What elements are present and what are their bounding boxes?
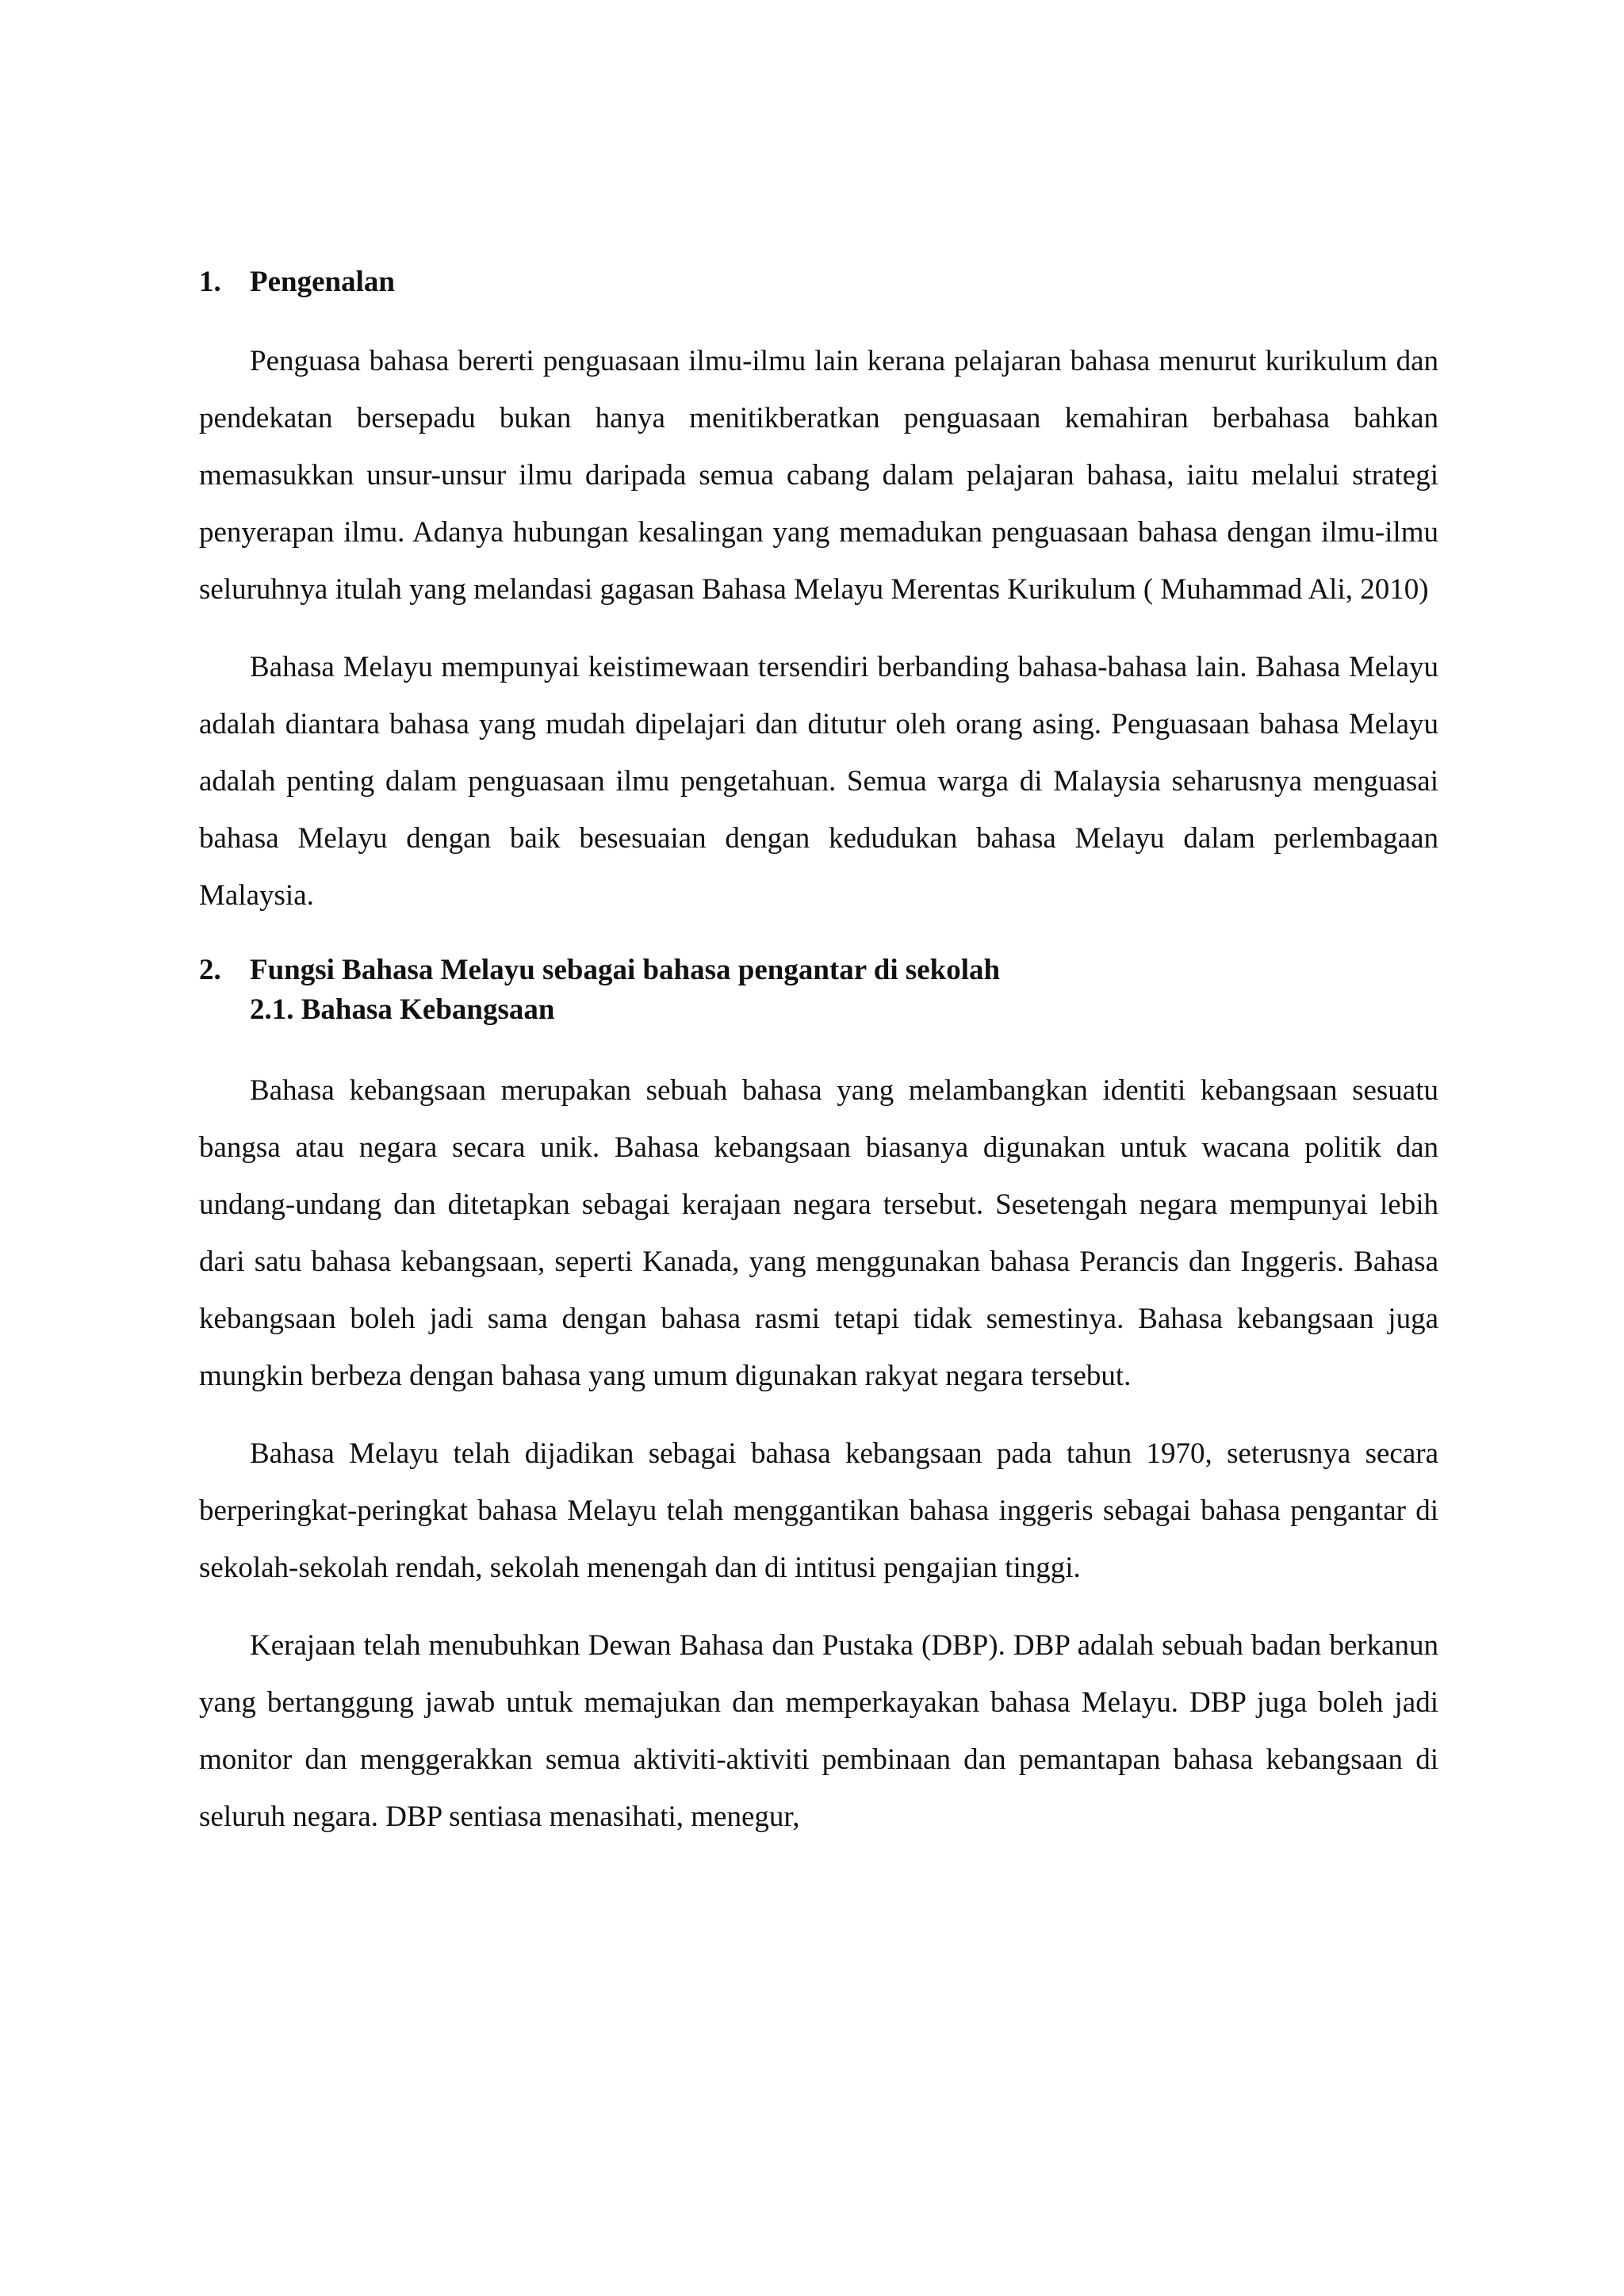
section-1-number: 1. bbox=[199, 266, 221, 298]
subsection-2-1-paragraph-1: Bahasa kebangsaan merupakan sebuah bahasa yang melambangkan identiti kebangsaan sesuatu bangsa atau negara secara unik. Bahasa kebangsaan biasanya digunakan untuk wacana politik dan undang-undang dan ditetapkan sebagai kerajaan negara tersebut. Sesetengah negara mempunyai lebih dari satu bahasa kebangsaan, seperti Kanada, yang menggunakan bahasa Perancis dan Inggeris. Bahasa kebangsaan boleh jadi sama dengan bahasa rasmi tetapi tidak semestinya. Bahasa kebangsaan juga mungkin berbeza dengan bahasa yang umum digunakan rakyat negara tersebut. bbox=[199, 1074, 1438, 1392]
subsection-2-1-paragraph-3: Kerajaan telah menubuhkan Dewan Bahasa dan Pustaka (DBP). DBP adalah sebuah badan berkanun yang bertanggung jawab untuk memajukan dan memperkayakan bahasa Melayu. DBP juga boleh jadi monitor dan menggerakkan semua aktiviti-aktiviti pembinaan dan pemantapan bahasa kebangsaan di seluruh negara. DBP sentiasa menasihati, menegur, bbox=[199, 1629, 1438, 1833]
section-1-title: Pengenalan bbox=[250, 266, 395, 298]
section-2-title: Fungsi Bahasa Melayu sebagai bahasa pengantar di sekolah bbox=[250, 954, 1001, 986]
section-1-heading bbox=[199, 263, 1438, 301]
subsection-2-1-paragraph-2: Bahasa Melayu telah dijadikan sebagai bahasa kebangsaan pada tahun 1970, seterusnya secara berperingkat-peringkat bahasa Melayu telah menggantikan bahasa inggeris sebagai bahasa pengantar di sekolah-sekolah rendah, sekolah menengah dan di intitusi pengajian tinggi. bbox=[199, 1437, 1438, 1584]
document-body bbox=[199, 263, 1438, 1846]
section-2-heading bbox=[199, 951, 1438, 989]
section-1-paragraph-1: Penguasa bahasa bererti penguasaan ilmu-ilmu lain kerana pelajaran bahasa menurut kurikulum dan pendekatan bersepadu bukan hanya menitikberatkan penguasaan kemahiran berbahasa bahkan memasukkan unsur-unsur ilmu daripada semua cabang dalam pelajaran bahasa, iaitu melalui strategi penyerapan ilmu. Adanya hubungan kesalingan yang memadukan penguasaan bahasa dengan ilmu-ilmu seluruhnya itulah yang melandasi gagasan Bahasa Melayu Merentas Kurikulum ( Muhammad Ali, 2010) bbox=[199, 345, 1438, 606]
subsection-2-1-heading: 2.1. Bahasa Kebangsaan bbox=[250, 993, 555, 1026]
section-2-number: 2. bbox=[199, 954, 221, 986]
section-1-paragraph-2: Bahasa Melayu mempunyai keistimewaan tersendiri berbanding bahasa-bahasa lain. Bahasa Melayu adalah diantara bahasa yang mudah dipelajari dan ditutur oleh orang asing. Penguasaan bahasa Melayu adalah penting dalam penguasaan ilmu pengetahuan. Semua warga di Malaysia seharusnya menguasai bahasa Melayu dengan baik besesuaian dengan kedudukan bahasa Melayu dalam perlembagaan Malaysia. bbox=[199, 651, 1438, 912]
